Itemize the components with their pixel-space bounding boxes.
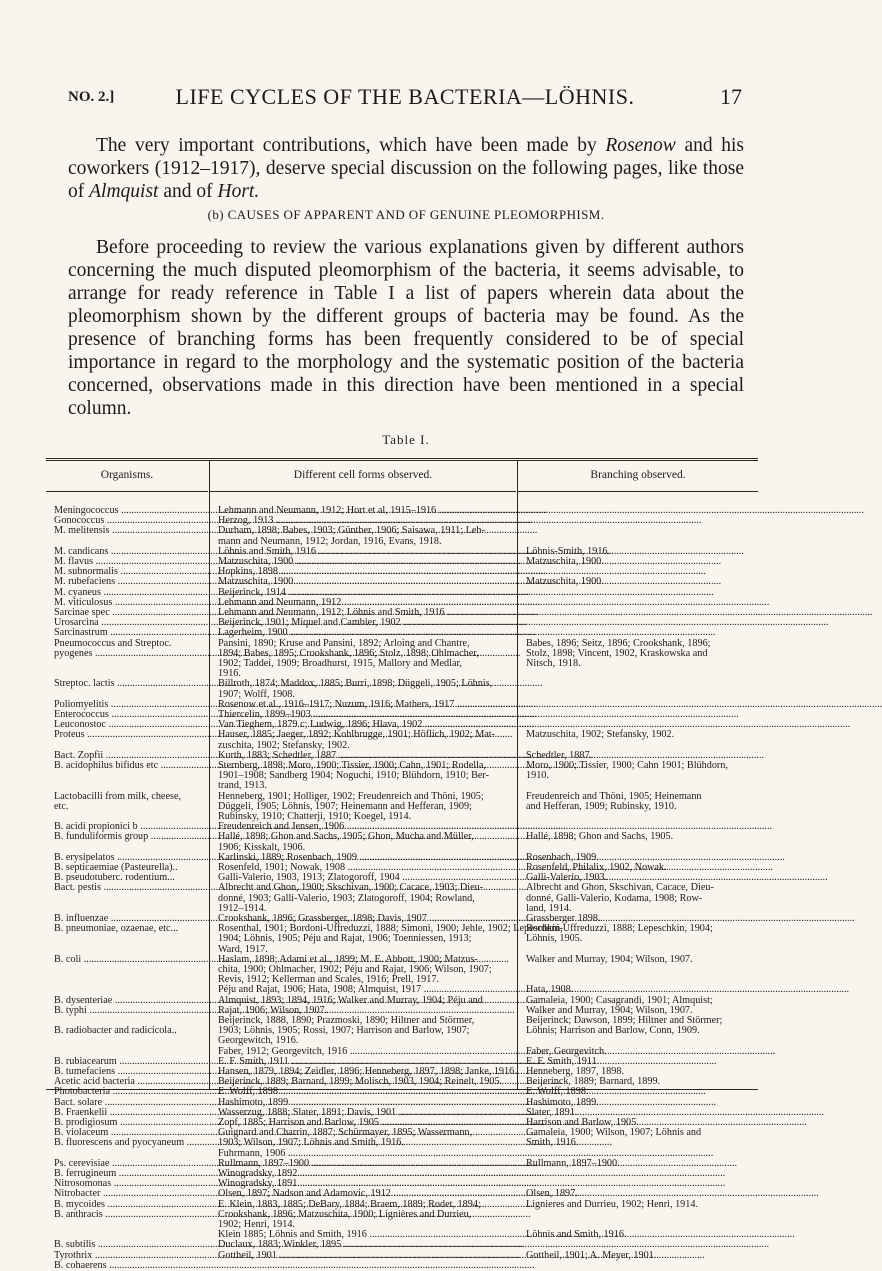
cell-forms-entry: Hallé, 1898; Ghon and Sachs, 1905; Ghon, Mucha and Müller, — [218, 831, 474, 843]
cell-forms-entry: Galli-Valerio, 1903, 1913; Zlatogoroff, 1904 ..... — [218, 873, 512, 883]
organism-entry: Bact. solare ..... — [54, 1098, 204, 1108]
cell-forms-entry: 1894; Babes, 1895; Crookshank, 1896; Stolz, 1898; Ohlmacher, — [218, 647, 479, 659]
organism-entry: Streptoc. lactis ..... — [54, 679, 204, 689]
intro-text-a: The very important contributions, which have been made by — [96, 135, 597, 156]
cell-forms-entry: 1903; Wilson, 1907; Löhnis and Smith, 1916. — [218, 1137, 404, 1149]
organism-entry: Pneumococcus and Streptoc. — [54, 637, 172, 649]
cell-forms-entry: Kurth, 1883; Schedtler, 1887 ..... — [218, 751, 512, 761]
organism-entry: Sarcinastrum ..... — [54, 628, 204, 638]
author-almquist: Almquist — [89, 181, 159, 202]
branching-entry: Faber, Georgevitch. — [526, 1045, 607, 1057]
cell-forms-entry: Guignard and Charrin, 1887; Schürmayer, 1895; Wassermann, — [218, 1127, 473, 1139]
organism-entry: Sarcinae spec ..... — [54, 608, 204, 618]
organism-entry: M. flavus ..... — [54, 557, 204, 567]
branching-entry: land, 1914. — [526, 902, 572, 914]
cell-forms-entry: 1902; Henri, 1914. — [218, 1219, 295, 1230]
cell-forms-entry: Ward, 1917. — [218, 943, 268, 955]
organism-entry: pyogenes ..... — [54, 649, 204, 659]
organism-entry: Nitrobacter ..... — [54, 1189, 204, 1199]
organism-entry: M. melitensis ..... — [54, 526, 204, 536]
cell-forms-entry: Rosenthal, 1901; Bordoni-Uffreduzzi, 1888; Simoni, 1900; Jehle, 1902; Lepeschkin, — [218, 923, 563, 935]
branching-entry: Henneberg, 1897, 1898. — [526, 1066, 624, 1077]
author-hort: Hort. — [217, 181, 260, 202]
cell-forms-entry: Fuhrmann, 1906 ..... — [218, 1149, 512, 1159]
cell-forms-entry: donné, 1903; Galli-Valerio, 1903; Zlatogoroff, 1904; Rowland, — [218, 892, 475, 904]
branching-entry: Walker and Murray, 1904; Wilson, 1907. — [526, 1004, 693, 1016]
organism-entry: M. rubefaciens ..... — [54, 577, 204, 587]
cell-forms-entry: mann and Neumann, 1912; Jordan, 1916, Evans, 1918. — [218, 535, 442, 547]
cell-forms-entry: Winogradsky, 1891 ..... — [218, 1179, 512, 1189]
cell-forms-entry: Almquist, 1893; 1894, 1916; Walker and Murray, 1904; Péju and — [218, 994, 483, 1006]
branching-entry: Slater, 1891. — [526, 1106, 578, 1118]
branching-entry: Beijerinck, 1889; Barnard, 1899. — [526, 1076, 661, 1088]
organism-entry: Tyrothrix ..... — [54, 1251, 204, 1261]
branching-entry: Olsen, 1897. — [526, 1188, 578, 1200]
branching-entry: Galli-Valerio, 1903. — [526, 872, 608, 884]
branching-entry: Löhnis, 1905. — [526, 933, 583, 945]
cell-forms-entry: Hopkins, 1898 ..... — [218, 567, 512, 577]
branching-entry: Freudenreich and Thöni, 1905; Heinemann — [526, 790, 702, 802]
cell-forms-entry: Rajat, 1906; Wilson, 1907. — [218, 1004, 328, 1016]
cell-forms-entry: Lehmann and Neumann, 1912; Löhnis and Smith, 1916 ..... — [218, 608, 512, 618]
cell-forms-entry: Rosenow et al., 1916–1917; Nuzum, 1916; Mathers, 1917 ..... — [218, 700, 512, 710]
table-title: Table I. — [382, 432, 430, 447]
cell-forms-entry: Haslam, 1898; Adami et al., 1899; M. E. Abbott, 1900; Matzus- — [218, 953, 478, 965]
organism-entry: B. acidi propionici b ..... — [54, 822, 204, 832]
cell-forms-entry: Matzuschita, 1900 ..... — [218, 557, 512, 567]
cell-forms-entry: Van Tieghem, 1879 c; Ludwig, 1896; Hlava, 1902 ..... — [218, 720, 512, 730]
column-header-organisms: Organisms. — [46, 461, 208, 492]
organism-entry: B. ferrugineum ..... — [54, 1169, 204, 1179]
organism-entry: B. coli ..... — [54, 955, 204, 965]
branching-entry: Löhnis-Smith, 1916. — [526, 545, 611, 557]
organism-entry: B. fluorescens and pyocyaneum ..... — [54, 1138, 204, 1148]
cell-forms-entry: 1901–1908; Sandberg 1904; Noguchi, 1910; Blühdorn, 1910; Ber- — [218, 770, 489, 782]
branching-entry: Gamaleia, 1900; Wilson, 1907; Löhnis and — [526, 1127, 702, 1139]
organism-entry: B. violaceum ..... — [54, 1128, 204, 1138]
cell-forms-entry: Durham, 1898; Babes, 1903; Günther, 1906; Saisawa, 1911; Leh- — [218, 525, 485, 537]
organism-entry: Bact. Zopfii ..... — [54, 751, 204, 761]
branching-entry: Harrison and Barlow, 1905. — [526, 1117, 639, 1128]
organism-entry: Urosarcina ..... — [54, 618, 204, 628]
organism-entry: etc. — [54, 800, 69, 812]
branching-entry: Matzuschita, 1900. — [526, 576, 604, 588]
organism-entry: Proteus ..... — [54, 730, 204, 740]
organism-entry: Acetic acid bacteria ..... — [54, 1077, 204, 1087]
organism-entry: B. cohaerens ..... — [54, 1261, 204, 1271]
cell-forms-entry: Beijerinck, 1914 ..... — [218, 588, 512, 598]
cell-forms-entry: Crookshank, 1896; Grassberger, 1898; Davis, 1907 ..... — [218, 914, 512, 924]
organism-entry: B. subtilis ..... — [54, 1240, 204, 1250]
cell-forms-entry: Georgewitch, 1916. — [218, 1035, 299, 1047]
organism-entry: M. viticulosus ..... — [54, 598, 204, 608]
cell-forms-entry: Hashimoto, 1899 ..... — [218, 1098, 512, 1108]
cell-forms-entry: chita, 1900; Ohlmacher, 1902; Péju and Rajat, 1906; Wilson, 1907; — [218, 964, 492, 975]
organism-entry: Lactobacilli from milk, cheese, — [54, 790, 182, 802]
cell-forms-entry: Faber, 1912; Georgevitch, 1916 ..... — [218, 1047, 512, 1057]
cell-forms-entry: zuschita, 1902; Stefansky, 1902. — [218, 739, 350, 751]
cell-forms-entry: Hansen, 1879, 1894; Zeidler, 1896; Henneberg, 1897, 1898; Janke, 1916. — [218, 1066, 517, 1077]
branching-entry: Stolz, 1898; Vincent, 1902, Kraskowska and — [526, 647, 708, 659]
cell-forms-entry: Rullmann, 1897–1900 ..... — [218, 1159, 512, 1169]
section-subheading: (b) CAUSES OF APPARENT AND OF GENUINE PLEOMORPHISM. — [207, 207, 605, 222]
cell-forms-entry: 1906; Kisskalt, 1906. — [218, 841, 306, 853]
branching-entry: Matzuschita, 1902; Stefansky, 1902. — [526, 729, 675, 741]
branching-entry: Hata, 1908. — [526, 984, 574, 996]
branching-entry: Schedtler, 1887. — [526, 749, 593, 761]
branching-entry: Beijerinck; Dawson, 1899; Hiltner and Störmer; — [526, 1015, 723, 1026]
table-i — [46, 458, 758, 1271]
column-header-cell-forms: Different cell forms observed. — [210, 461, 516, 492]
branching-entry: Rosenfeld, Philalix, 1902, Nowak. — [526, 862, 667, 873]
organism-entry: B. pneumoniae, ozaenae, etc... — [54, 923, 179, 935]
cell-forms-entry: 1916. — [218, 668, 241, 680]
cell-forms-entry: E. Klein, 1883, 1885; DeBary, 1884; Braem, 1889; Rodet, 1894; — [218, 1198, 481, 1210]
cell-forms-entry: Karlinski, 1889; Rosenbach, 1909 ..... — [218, 853, 512, 863]
cell-forms-entry: Henneberg, 1901; Holliger, 1902; Freudenreich and Thöni, 1905; — [218, 790, 484, 802]
running-header — [68, 84, 742, 108]
cell-forms-entry: Pansini, 1890; Kruse and Pansini, 1892; Arloing and Chantre, — [218, 637, 470, 649]
cell-forms-entry: Olsen, 1897; Nadson and Adamovic, 1912 ..... — [218, 1189, 512, 1199]
branching-entry: Smith, 1916. — [526, 1137, 579, 1149]
cell-forms-entry: Löhnis and Smith, 1916 ..... — [218, 547, 512, 557]
organism-entry: B. funduliformis group ..... — [54, 832, 204, 842]
organism-entry: B. prodigiosum ..... — [54, 1118, 204, 1128]
intro-text-b: and his coworkers (1912–1917), deserve special discussion on the following pages, like those of — [68, 135, 745, 202]
branching-entry: Hallé, 1898; Ghon and Sachs, 1905. — [526, 831, 674, 843]
branching-entry: Moro, 1900; Tissier, 1900; Cahn 1901; Blühdorn, — [526, 760, 728, 771]
branching-entry: Lignieres and Durrieu, 1902; Henri, 1914. — [526, 1198, 699, 1210]
column-header-branching: Branching observed. — [518, 461, 758, 492]
organism-entry: B. erysipelatos ..... — [54, 853, 204, 863]
organism-entry: B. radiobacter and radicicola.. — [54, 1025, 177, 1037]
organism-entry: M. subnormalis ..... — [54, 567, 204, 577]
cell-forms-entry: Wasserzug, 1888; Slater, 1891; Davis, 1901 ..... — [218, 1108, 512, 1118]
issue-number: NO. 2.] — [68, 89, 115, 105]
branching-entry: Bordoni-Uffreduzzi, 1888; Lepeschkin, 1904; — [526, 923, 713, 935]
branching-entry: Rullmann, 1897–1900. — [526, 1157, 620, 1169]
organism-entry: B. dysenteriae ..... — [54, 996, 204, 1006]
cell-forms-entry: Duclaux, 1883; Winkler, 1895 ..... — [218, 1240, 512, 1250]
cell-forms-entry: Lehmann and Neumann, 1912; Hort et al, 1915–1916 ..... — [218, 506, 512, 516]
organism-entry: B. acidophilus bifidus etc ..... — [54, 761, 204, 771]
organism-entry: Meningococcus ..... — [54, 506, 204, 516]
organism-entry: B. anthracis ..... — [54, 1210, 204, 1220]
cell-forms-entry: 1903; Löhnis, 1905; Rossi, 1907; Harrison and Barlow, 1907; — [218, 1025, 470, 1037]
intro-text-c: and of — [163, 181, 213, 202]
cell-forms-entry: 1904; Löhnis, 1905; Péju and Rajat, 1906; Toenniessen, 1913; — [218, 933, 472, 945]
organism-entry: Enterococcus ..... — [54, 710, 204, 720]
organism-entry: B. pseudotuberc. rodentium... — [54, 872, 175, 884]
branching-entry: Albrecht and Ghon, Skschivan, Cacace, Dieu- — [526, 882, 714, 894]
organism-entry: M. cyaneus ..... — [54, 588, 204, 598]
organism-entry: Ps. cerevisiae ..... — [54, 1159, 204, 1169]
cell-forms-entry: Freudenreich and Jensen, 1906 ..... — [218, 822, 512, 832]
organism-entry: Leuconostoc ..... — [54, 720, 204, 730]
branching-entry: E. Wolff, 1898. — [526, 1086, 589, 1098]
organism-entry: Gonococcus ..... — [54, 516, 204, 526]
cell-forms-entry: 1912–1914. — [218, 902, 267, 914]
branching-entry: Hashimoto, 1899. — [526, 1096, 599, 1108]
branching-entry: Walker and Murray, 1904; Wilson, 1907. — [526, 953, 693, 965]
cell-forms-entry: Zopf, 1885; Harrison and Barlow, 1905 ..... — [218, 1118, 512, 1128]
organism-entry: B. influenzae ..... — [54, 914, 204, 924]
cell-forms-entry: Beijerinck, 1889; Barnard, 1899; Molisch, 1903, 1904; Reinelt, 1905. — [218, 1076, 503, 1088]
section-paragraph — [68, 236, 744, 420]
branching-entry: Grassberger 1898. — [526, 913, 601, 924]
page-number: 17 — [720, 84, 742, 109]
branching-entry: 1910. — [526, 770, 549, 782]
branching-entry: donné, Galli-Valerio, Kodama, 1908; Row- — [526, 892, 703, 904]
cell-forms-entry: E. Wolff, 1898 ..... — [218, 1087, 512, 1097]
organism-entry: Nitrosomonas ..... — [54, 1179, 204, 1189]
branching-entry: Nitsch, 1918. — [526, 658, 581, 669]
running-title: LIFE CYCLES OF THE BACTERIA—LÖHNIS. — [175, 84, 635, 109]
cell-forms-entry: Düggeli, 1905; Löhnis, 1907; Heinemann and Hefferan, 1909; — [218, 800, 472, 812]
organism-entry: B. septicaemiae (Pasteurella).. — [54, 862, 178, 873]
organism-entry: B. Fraenkelii ..... — [54, 1108, 204, 1118]
cell-forms-entry: 1902; Taddei, 1909; Broadhurst, 1915, Mallory and Medlar, — [218, 658, 463, 669]
cell-forms-entry: Crookshank, 1896; Matzuschita, 1900; Lignières and Durrieu, — [218, 1208, 472, 1220]
organism-entry: B. typhi ..... — [54, 1006, 204, 1016]
cell-forms-entry: Péju and Rajat, 1906; Hata, 1908; Almquist, 1917 ..... — [218, 985, 512, 995]
cell-forms-entry: 1907; Wolff, 1908. — [218, 688, 295, 700]
cell-forms-entry: trand, 1913. — [218, 780, 267, 792]
branching-entry: Babes, 1896; Seitz, 1896; Crookshank, 1896; — [526, 637, 711, 649]
branching-entry: and Hefferan, 1909; Rubinsky, 1910. — [526, 800, 677, 812]
organism-entry: M. candicans ..... — [54, 547, 204, 557]
cell-forms-entry: Klein 1885; Löhnis and Smith, 1916 ..... — [218, 1230, 512, 1240]
cell-forms-entry: Beijerinck, 1888, 1890; Prazmoski, 1890; Hiltner and Störmer, — [218, 1015, 475, 1026]
cell-forms-entry: Rubinsky, 1910; Chatterji, 1910; Koegel, 1914. — [218, 811, 412, 822]
organism-entry: Bact. pestis ..... — [54, 883, 204, 893]
branching-entry: Gottheil, 1901; A. Meyer, 1901. — [526, 1249, 657, 1261]
cell-forms-entry: Gottheil, 1901 ..... — [218, 1251, 512, 1261]
branching-entry: Löhnis and Smith, 1916. — [526, 1229, 627, 1241]
cell-forms-entry: Matzuschita, 1900 ..... — [218, 577, 512, 587]
organism-entry: B. rubiacearum ..... — [54, 1057, 204, 1067]
cell-forms-entry: Albrecht and Ghon, 1900; Skschivan, 1900; Cacace, 1903; Dieu- — [218, 882, 484, 894]
branching-entry: E. F. Smith, 1911. — [526, 1055, 600, 1067]
author-rosenow: Rosenow — [605, 135, 676, 156]
cell-forms-entry: Herzog, 1913 ..... — [218, 516, 512, 526]
cell-forms-entry: Beijerinck, 1901; Miquel and Cambier, 1902 ..... — [218, 618, 512, 628]
cell-forms-entry: Hauser, 1885; Jaeger, 1892; Kohlbrugge, 1901; Höflich, 1902; Mat- — [218, 729, 496, 741]
section-paragraph-text: Before proceeding to review the various explanations given by different authors concerning the much disputed pleomorphism of the bacteria, it seems advisable, to arrange for ready reference in Table I a list of papers wherein data about the pleomorphism shown by the different groups of bacteria may be found. As the presence of branching forms has been frequently considered to be of special importance in regard to the morphology and the systematic position of the bacteria concerned, observations made in this direction have been mentioned in a special column. — [68, 237, 744, 419]
cell-forms-entry: Sternberg, 1898; Moro, 1900; Tissier, 1900; Cahn, 1901; Rodella, — [218, 760, 486, 771]
organism-entry: Photobacteria ..... — [54, 1087, 204, 1097]
cell-forms-entry: E. F. Smith, 1911 ..... — [218, 1057, 512, 1067]
cell-forms-entry: Lehmann and Neumann, 1912 ..... — [218, 598, 512, 608]
cell-forms-entry: Thiercelin, 1899–1903 ..... — [218, 710, 512, 720]
branching-entry: Löhnis; Harrison and Barlow, Conn, 1909. — [526, 1025, 700, 1037]
cell-forms-entry: Revis, 1912; Kellerman and Scales, 1916; Prell, 1917. — [218, 974, 439, 986]
cell-forms-entry: Lagerheim, 1900 ..... — [218, 628, 512, 638]
organism-entry: B. mycoides ..... — [54, 1200, 204, 1210]
cell-forms-entry: Winogradsky, 1892 ..... — [218, 1169, 512, 1179]
cell-forms-entry: Rosenfeld, 1901; Nowak, 1908 ..... — [218, 863, 512, 873]
branching-entry: Matzuschita, 1900. — [526, 556, 604, 567]
organism-entry: Poliomyelitis ..... — [54, 700, 204, 710]
organism-entry: B. tumefaciens ..... — [54, 1067, 204, 1077]
branching-entry: Gamaleia, 1900; Casagrandi, 1901; Almquist; — [526, 994, 713, 1006]
cell-forms-entry: Billroth, 1874; Maddox, 1885; Burri, 1898; Düggeli, 1905; Löhnis, — [218, 678, 493, 690]
intro-paragraph — [68, 134, 744, 203]
branching-entry: Rosenbach, 1909. — [526, 851, 599, 863]
